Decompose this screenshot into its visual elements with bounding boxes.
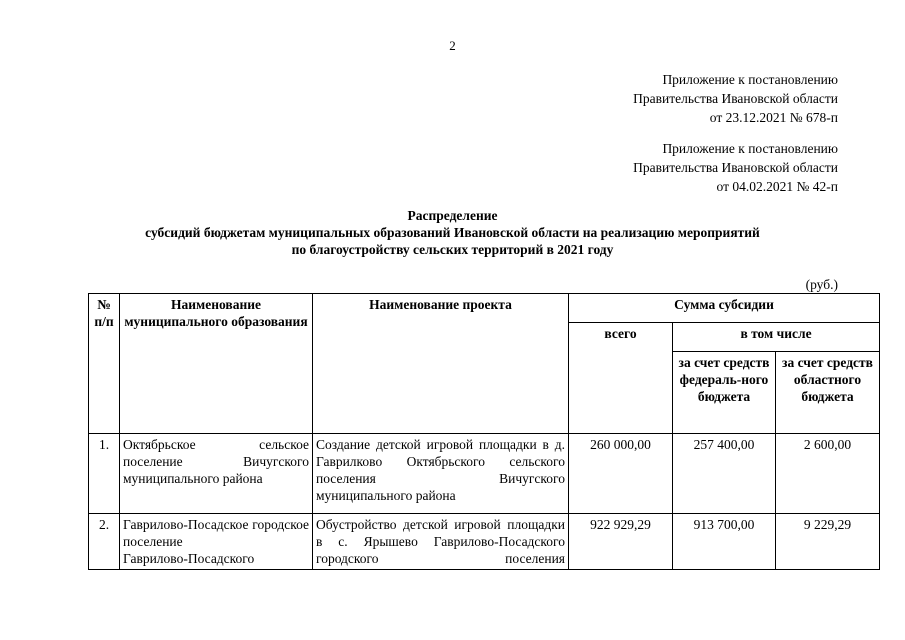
row-total: 922 929,29 <box>569 514 673 570</box>
header-federal: за счет средств федераль-ного бюджета <box>673 352 776 434</box>
annex-1-line-2: Правительства Ивановской области <box>633 91 838 106</box>
header-total: всего <box>569 323 673 434</box>
annex-1-line-1: Приложение к постановлению <box>662 72 838 87</box>
row-project <box>313 434 569 514</box>
header-subsidy-sum: Сумма субсидии <box>569 294 880 323</box>
row-municipality <box>120 434 313 514</box>
row-project <box>313 514 569 570</box>
row-num: 2. <box>89 514 120 570</box>
header-municipality: Наименование муниципального образования <box>120 294 313 434</box>
row-project-text: Создание детской игровой площадки в д. Гаврилково Октябрьского сельского поселения Вичугского <box>316 437 565 486</box>
annex-2-line-1: Приложение к постановлению <box>662 141 838 156</box>
annex-header-1 <box>633 70 838 127</box>
header-regional: за счет средств областного бюджета <box>776 352 880 434</box>
annex-header-2 <box>633 139 838 196</box>
row-municipality-last: Гаврилово-Посадского <box>123 551 255 566</box>
header-num: № п/п <box>89 294 120 434</box>
header-project: Наименование проекта <box>313 294 569 434</box>
row-total: 260 000,00 <box>569 434 673 514</box>
title-line-2: субсидий бюджетам муниципальных образований Ивановской области на реализацию мероприятий <box>145 225 760 240</box>
annex-1-line-3: от 23.12.2021 № 678-п <box>709 110 838 125</box>
annex-2-line-2: Правительства Ивановской области <box>633 160 838 175</box>
document-title <box>0 207 905 258</box>
table-row <box>89 514 880 570</box>
row-federal: 913 700,00 <box>673 514 776 570</box>
title-line-1: Распределение <box>407 208 498 223</box>
header-including: в том числе <box>673 323 880 352</box>
page-number: 2 <box>449 38 456 53</box>
row-project-last: муниципального района <box>316 488 456 503</box>
currency-unit: (руб.) <box>805 277 838 292</box>
row-municipality-last: муниципального района <box>123 471 263 486</box>
table-row <box>89 434 880 514</box>
row-regional: 9 229,29 <box>776 514 880 570</box>
annex-2-line-3: от 04.02.2021 № 42-п <box>716 179 838 194</box>
row-project-text: Обустройство детской игровой площадки в с. Ярышево Гаврилово-Посадского городского поселения <box>316 517 565 566</box>
row-federal: 257 400,00 <box>673 434 776 514</box>
row-municipality <box>120 514 313 570</box>
row-regional: 2 600,00 <box>776 434 880 514</box>
title-line-3: по благоустройству сельских территорий в 2021 году <box>291 242 614 257</box>
subsidy-table <box>88 293 880 570</box>
row-num: 1. <box>89 434 120 514</box>
row-municipality-text: Гаврилово-Посадское городское поселение <box>123 517 309 549</box>
row-municipality-text: Октябрьское сельское поселение Вичугского <box>123 437 309 469</box>
